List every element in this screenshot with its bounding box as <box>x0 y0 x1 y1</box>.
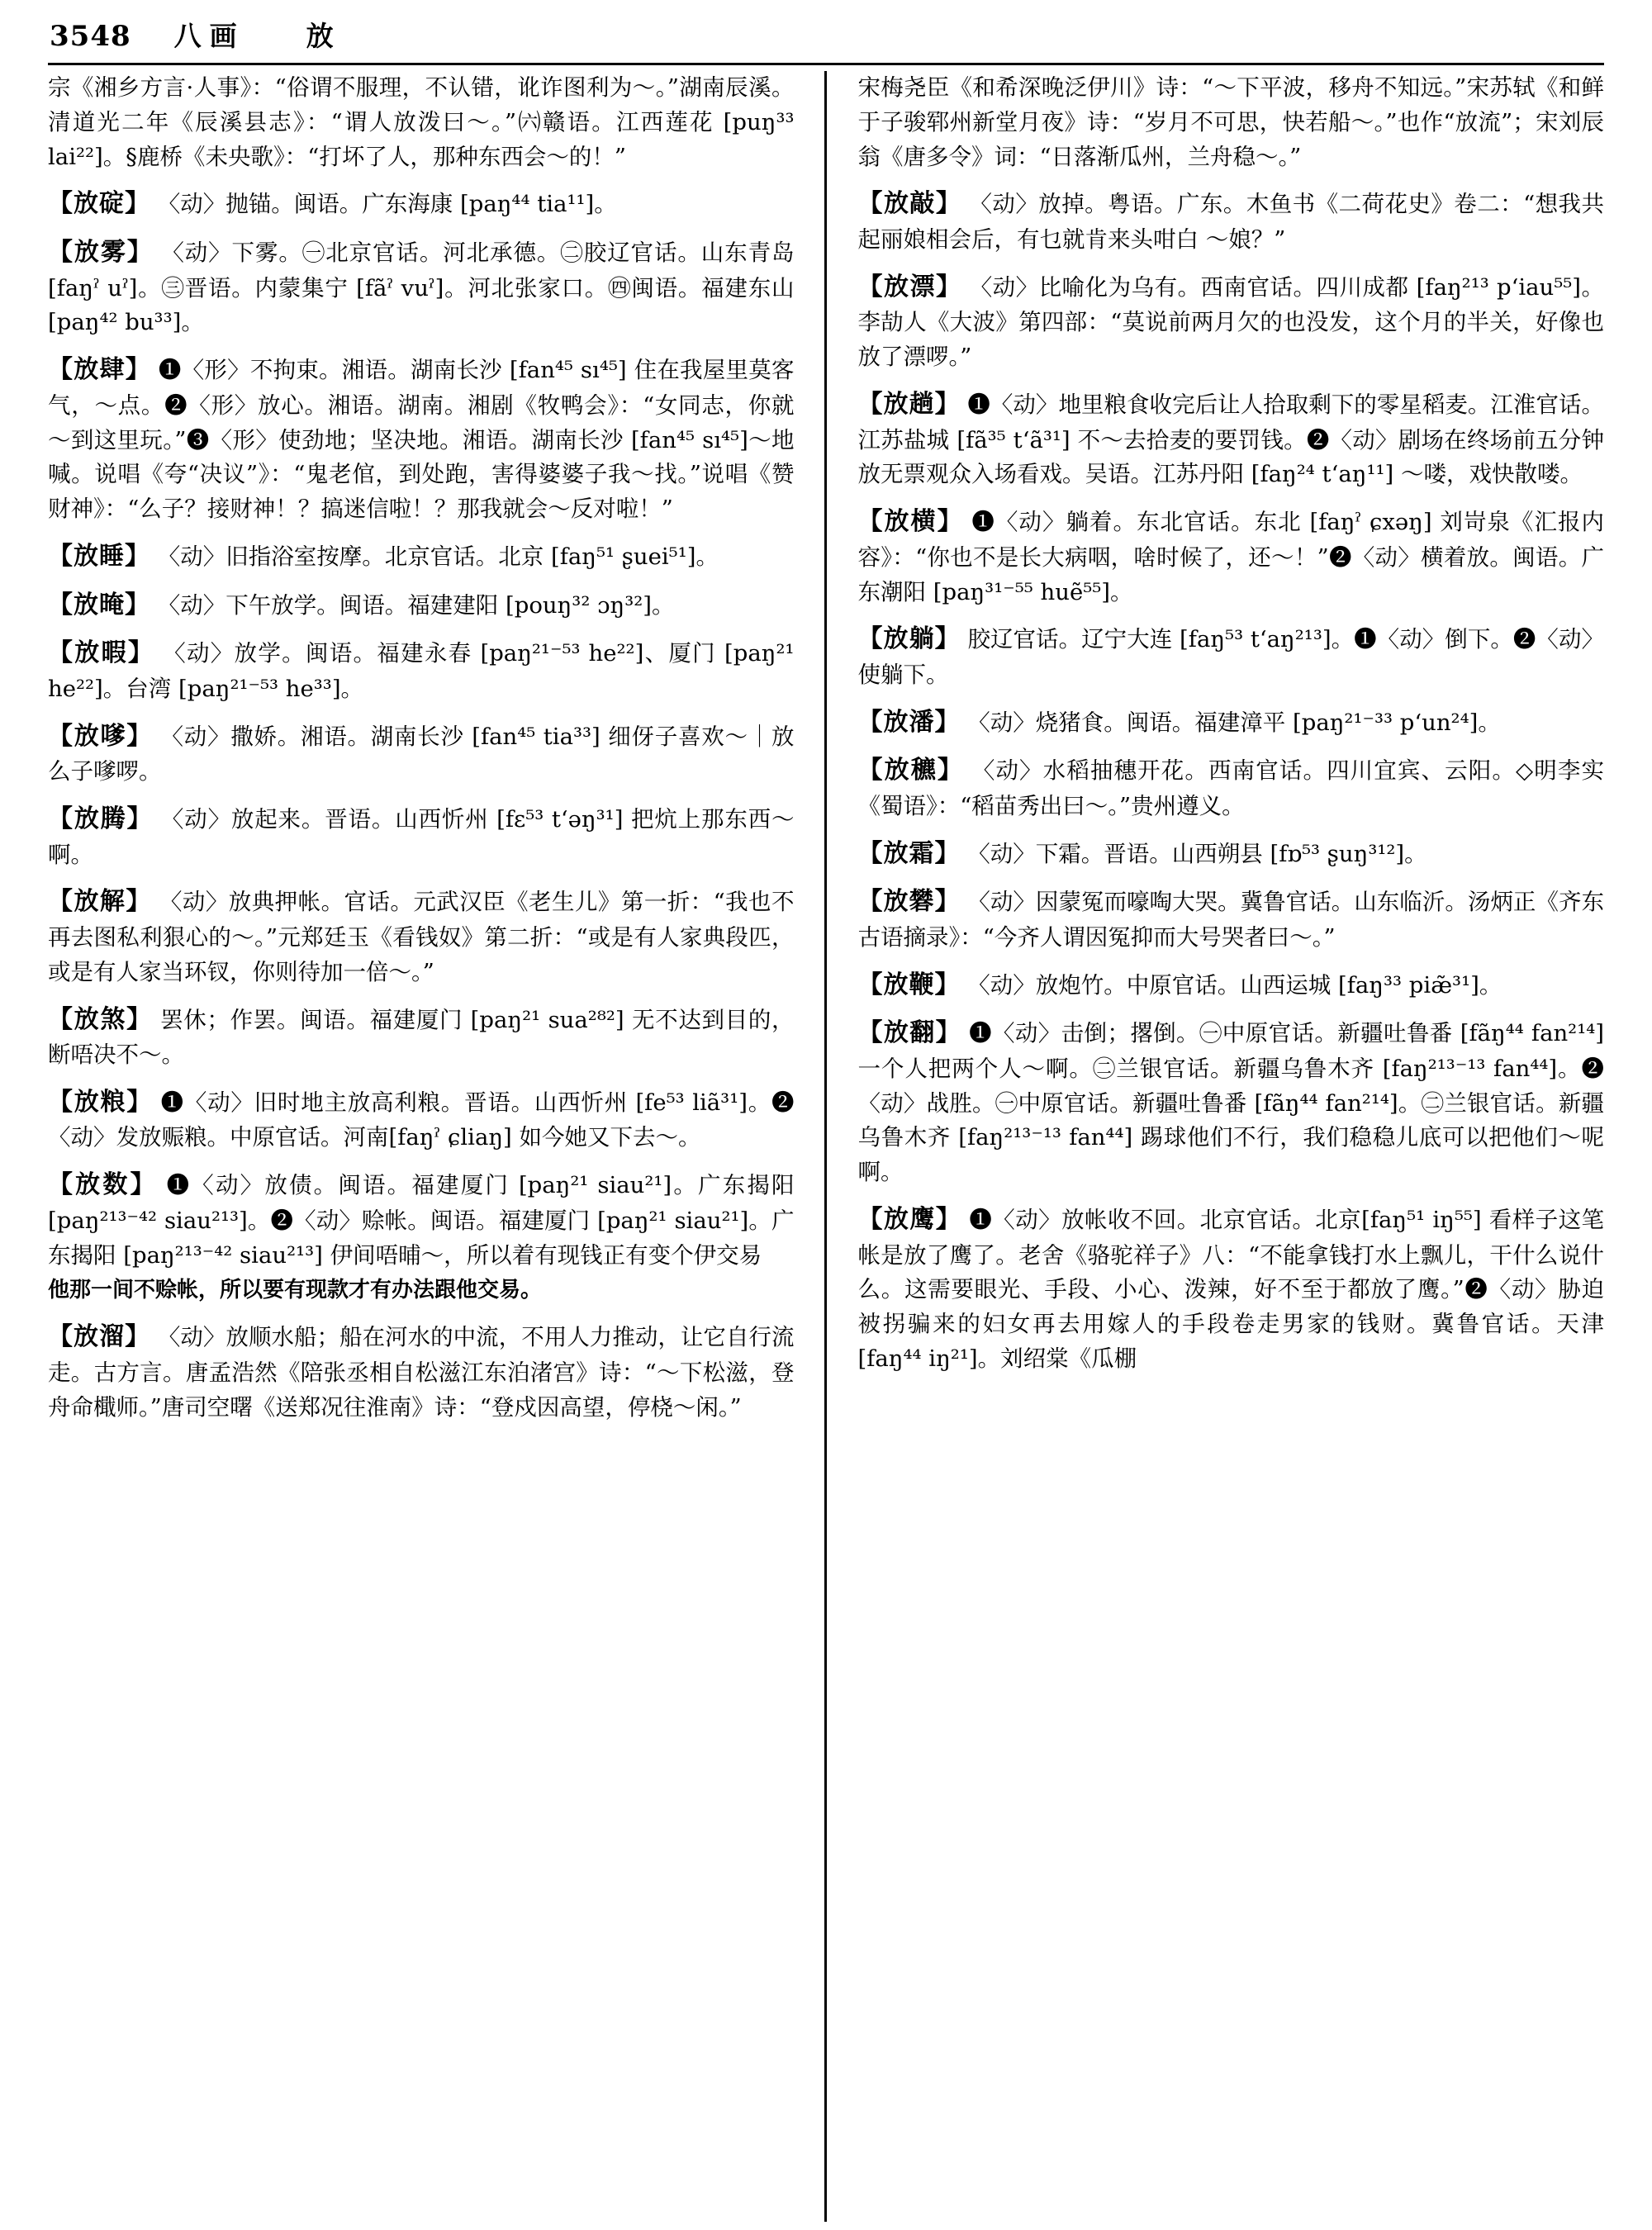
column-divider <box>824 71 827 2222</box>
two-column-body <box>48 71 1604 2222</box>
headword: 【放穮】 <box>857 756 964 785</box>
entry-continuation-right-top <box>858 71 1605 174</box>
page-number: 3548 <box>50 20 131 53</box>
entry-fangjie <box>48 883 795 989</box>
entry-fangsi <box>48 351 795 527</box>
entry-text: 宗《湘乡方言·人事》：“俗谓不服理，不认错，讹诈图利为～。”湖南辰溪。清道光二年《辰溪县志》：“谓人放泼曰～。”㈥赣语。江西莲花 [puŋ³³ lai²²]。§鹿桥《未央歌》：“打坏了人，那种东西会～的！” <box>48 74 795 170</box>
entry-fangwu <box>48 234 795 340</box>
handwritten-note: 他那一间不赊帐，所以要有现款才有办法跟他交易。 <box>48 1278 543 1303</box>
entry-text: 胶辽官话。辽宁大连 [faŋ⁵³ tʻaŋ²¹³]。❶〈动〉倒下。❷〈动〉使躺下。 <box>857 626 1605 688</box>
headword: 【放翻】 <box>857 1018 962 1048</box>
headword: 【放粮】 <box>48 1087 154 1117</box>
headword: 【放鞭】 <box>857 970 961 999</box>
headword: 【放解】 <box>48 887 152 917</box>
entry-continuation-top <box>48 71 795 174</box>
headword: 【放躺】 <box>857 624 961 654</box>
entry-text: 〈动〉放起来。晋语。山西忻州 [fɛ⁵³ tʻəŋ³¹] 把炕上那东西～啊。 <box>48 805 795 868</box>
page-header <box>50 15 1602 59</box>
entry-text: ❶〈动〉旧时地主放高利粮。晋语。山西忻州 [fe⁵³ liã³¹]。❷〈动〉发放赈粮。中原官话。河南[faŋˀ ɕliaŋ] 如今她又下去～。 <box>48 1089 795 1151</box>
headword: 【放嗲】 <box>48 721 153 751</box>
entry-text: 〈动〉下霜。晋语。山西朔县 [fɒ⁵³ ʂuŋ³¹²]。 <box>967 840 1427 867</box>
headword: 【放煞】 <box>48 1004 153 1034</box>
entry-text: 〈动〉放掉。粤语。广东。木鱼书《二荷花史》卷二：“想我共起丽娘相会后，有乜就肯来头咁白 ～娘？” <box>857 191 1604 253</box>
entry-text: 〈动〉放学。闽语。福建永春 [paŋ²¹⁻⁵³ he²²]、厦门 [paŋ²¹ he²²]。台湾 [paŋ²¹⁻⁵³ he³³]。 <box>48 640 795 702</box>
headword: 【放霜】 <box>857 838 961 868</box>
entry-text: 〈动〉放典押帐。官话。元武汉臣《老生儿》第一折：“我也不再去图私利狠心的～。”元郑廷玉《看钱奴》第二折：“或是有人家典段匹，或是有人家当环钗，你则待加一倍～。” <box>48 889 795 985</box>
entry-text: 〈动〉水稻抽穗开花。西南官话。四川宜宾、云阳。◇明李实《蜀语》：“稻苗秀出曰～。”贵州遵义。 <box>857 757 1604 819</box>
headword: 【放趟】 <box>857 389 961 419</box>
entry-text: 〈动〉抛锚。闽语。广东海康 [paŋ⁴⁴ tia¹¹]。 <box>157 191 617 218</box>
entry-text: 〈动〉因蒙冤而嚎啕大哭。冀鲁官话。山东临沂。汤炳正《齐东古语摘录》：“今齐人谓因冤抑而大号哭者曰～。” <box>857 889 1604 951</box>
entry-text: 〈动〉撒娇。湘语。湖南长沙 [fan⁴⁵ tia³³] 细伢子喜欢～｜放么子嗲啰。 <box>48 723 795 785</box>
entry-fangxia <box>48 634 795 706</box>
entry-text: ❶〈动〉放帐收不回。北京官话。北京[faŋ⁵¹ iŋ⁵⁵] 看样子这笔帐是放了鹰了。老舍《骆驼祥子》八：“不能拿钱打水上飘儿，干什么说什么。这需要眼光、手段、小心、泼辣，好不至于都放了鹰。”❷〈动〉胁迫被拐骗来的妇女再去用嫁人的手段卷走男家的钱财。冀鲁官话。天津 [faŋ⁴⁴ iŋ²¹]。刘绍棠《瓜棚 <box>857 1207 1604 1373</box>
entry-fangying <box>858 1201 1605 1377</box>
entry-fangheng <box>858 503 1605 610</box>
entry-fangpan <box>858 704 1605 742</box>
entry-fangpiao <box>858 268 1605 375</box>
section-character: 放 <box>306 20 335 52</box>
headword: 【放数】 <box>48 1170 158 1200</box>
entry-fangbian <box>858 966 1605 1004</box>
entry-fangteng <box>48 800 795 872</box>
entry-text: 〈动〉放顺水船；船在河水的中流，不用人力推动，让它自行流走。古方言。唐孟浩然《陪张丞相自松滋江东泊渚宫》诗：“～下松滋，登舟命檝师。”唐司空曙《送郑况往淮南》诗：“登戍因高望，停桡～闲。” <box>48 1324 795 1421</box>
entry-text: ❶〈动〉击倒；撂倒。㊀中原官话。新疆吐鲁番 [fãŋ⁴⁴ fan²¹⁴] 一个人把两个人～啊。㊁兰银官话。新疆乌鲁木齐 [faŋ²¹³⁻¹³ fan⁴⁴]。❷〈动〉战胜。㊀中原官话。新疆吐鲁番 [fãŋ⁴⁴ fan²¹⁴]。㊁兰银官话。新疆乌鲁木齐 [faŋ²¹³⁻¹³ fan⁴⁴] 踢球他们不行，我们稳稳儿底可以把他们～呢啊。 <box>857 1020 1604 1186</box>
headword: 【放碇】 <box>48 189 150 219</box>
right-column <box>833 71 1605 2222</box>
entry-fangfan <box>858 1014 1605 1190</box>
entry-fangshui <box>48 538 795 576</box>
entry-text: 〈动〉放炮竹。中原官话。山西运城 [faŋ³³ piæ̃³¹]。 <box>967 971 1502 999</box>
entry-text: 〈动〉旧指浴室按摩。北京官话。北京 [faŋ⁵¹ ʂuei⁵¹]。 <box>157 543 719 570</box>
headword: 【放腾】 <box>48 804 154 833</box>
headword: 【放溜】 <box>48 1322 151 1352</box>
entry-fangtang <box>858 620 1605 692</box>
headword: 【放暇】 <box>48 638 155 668</box>
headword: 【放肆】 <box>48 355 151 385</box>
entry-text: 罢休；作罢。闽语。福建厦门 [paŋ²¹ sua²⁸²] 无不达到目的，断唔决不～。 <box>48 1006 795 1069</box>
entry-text: ❶〈动〉躺着。东北官话。东北 [faŋˀ ɕxəŋ] 刘岢泉《汇报内容》：“你也不是长大病咽，啥时候了，还～！”❷〈动〉横着放。闽语。广东潮阳 [paŋ³¹⁻⁵⁵ huẽ⁵⁵]。 <box>857 509 1604 605</box>
headword: 【放潘】 <box>857 707 961 737</box>
entry-fangqiao <box>858 185 1605 257</box>
headword: 【放礬】 <box>857 887 961 917</box>
entry-text: 〈动〉下午放学。闽语。福建建阳 [pouŋ³² ɔŋ³²]。 <box>157 591 675 619</box>
entry-fangan <box>48 586 795 624</box>
entry-fangshuang <box>858 835 1605 873</box>
entry-fangliu <box>48 1318 795 1425</box>
radical-label: 八画 <box>173 20 245 52</box>
left-column <box>48 71 818 2222</box>
entry-text: ❶〈动〉地里粮食收完后让人拾取剩下的零星稻麦。江淮官话。江苏盐城 [fã³⁵ tʻã³¹] 不～去拾麦的要罚钱。❷〈动〉剧场在终场前五分钟放无票观众入场看戏。吴语。江苏丹阳 [faŋ²⁴ tʻaŋ¹¹] ～喽，戏快散喽。 <box>857 391 1604 488</box>
header-rule <box>48 63 1604 65</box>
headword: 【放漂】 <box>857 272 962 301</box>
entry-fangshe <box>858 386 1605 492</box>
headword: 【放晻】 <box>48 590 150 619</box>
entry-text: 〈动〉比喻化为乌有。西南官话。四川成都 [faŋ²¹³ pʻiau⁵⁵]。李劼人《大波》第四部：“莫说前两月欠的也没发，这个月的半关，好像也放了漂啰。” <box>857 273 1604 371</box>
headword: 【放横】 <box>857 507 964 537</box>
entry-fangdie <box>48 718 795 790</box>
entry-text: 〈动〉烧猪食。闽语。福建漳平 [paŋ²¹⁻³³ pʻun²⁴]。 <box>967 709 1501 736</box>
entry-fangding <box>48 185 795 223</box>
entry-fangbiao <box>858 752 1605 823</box>
entry-text: 宋梅尧臣《和希深晚泛伊川》诗：“～下平波，移舟不知远。”宋苏轼《和鲜于子骏郓州新堂月夜》诗：“岁月不可思，快若船～。”也作“放流”；宋刘辰翁《唐多令》词：“日落渐瓜州，兰舟稳～。” <box>857 74 1604 170</box>
entry-fangjiao <box>858 883 1605 955</box>
entry-text: 〈动〉下雾。㊀北京官话。河北承德。㊁胶辽官话。山东青岛 [faŋˀ uˀ]。㊂晋语。内蒙集宁 [fãˀ vuˀ]。河北张家口。㊃闽语。福建东山 [paŋ⁴² bu³³]。 <box>48 239 795 336</box>
entry-fangsha <box>48 1001 795 1073</box>
headword: 【放鹰】 <box>857 1205 962 1235</box>
entry-fangliang <box>48 1084 795 1155</box>
entry-text: ❶〈动〉放债。闽语。福建厦门 [paŋ²¹ siau²¹]。广东揭阳 [paŋ²¹³⁻⁴² siau²¹³]。❷〈动〉赊帐。闽语。福建厦门 [paŋ²¹ siau²¹]。广东揭阳 [paŋ²¹³⁻⁴² siau²¹³] 伊间唔晡～，所以着有现钱正有变个伊交易 <box>48 1172 795 1269</box>
entry-fangshu <box>48 1166 795 1307</box>
headword: 【放雾】 <box>48 237 154 267</box>
entry-text: ❶〈形〉不拘束。湘语。湖南长沙 [fan⁴⁵ sı⁴⁵] 住在我屋里莫客气，～点。❷〈形〉放心。湘语。湖南。湘剧《牧鸭会》：“女同志，你就～到这里玩。”❸〈形〉使劲地；坚决地。湘语。湖南长沙 [fan⁴⁵ sı⁴⁵]～地喊。说唱《夸“决议”》：“鬼老倌，到处跑，害得婆婆子我～找。”说唱《赞财神》：“么子？接财神！？搞迷信啦！？那我就会～反对啦！” <box>48 357 795 523</box>
headword: 【放敲】 <box>857 189 962 219</box>
headword: 【放睡】 <box>48 541 150 571</box>
